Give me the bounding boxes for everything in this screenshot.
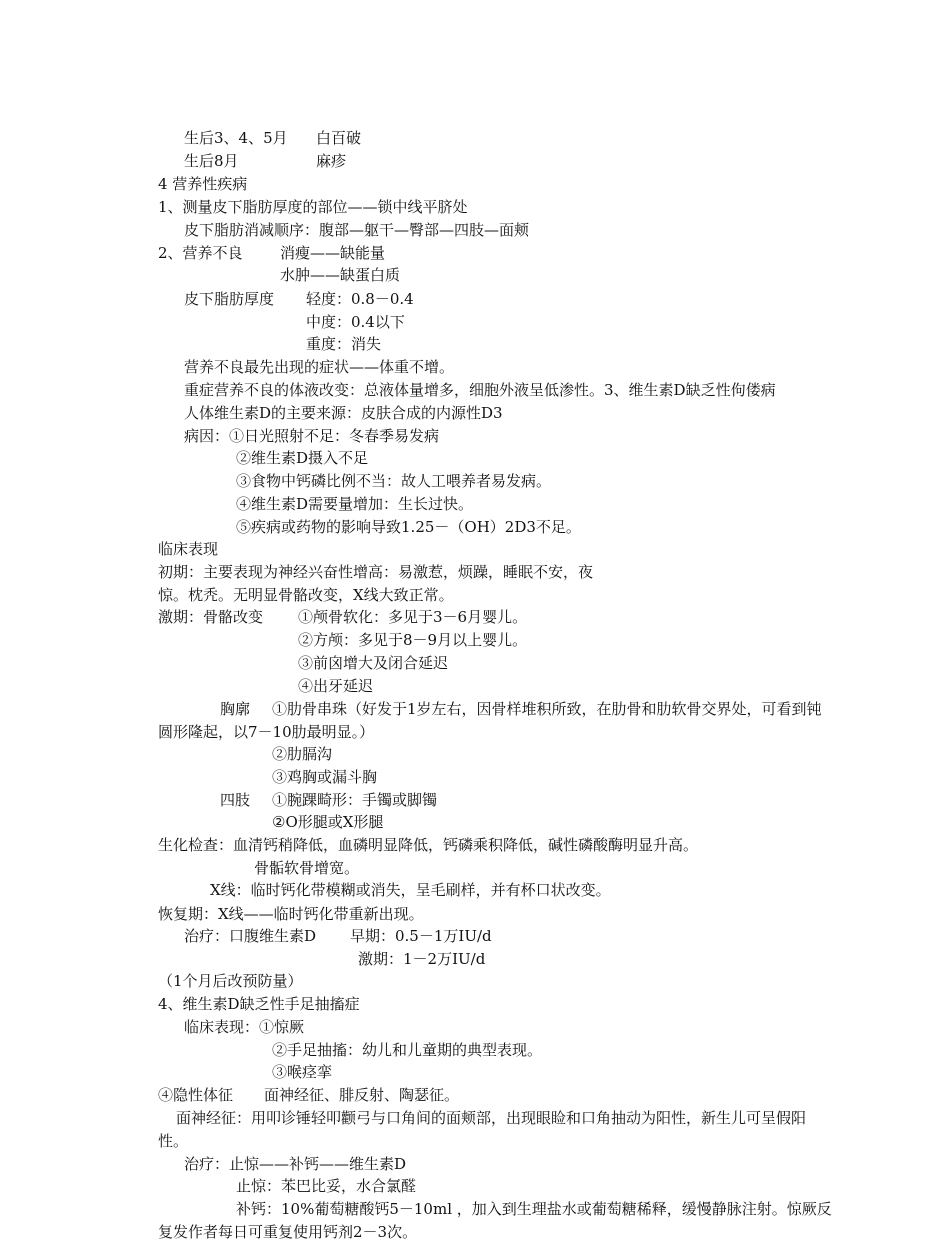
text-line: 重度：消失 bbox=[306, 335, 382, 353]
text-line: ②肋膈沟 bbox=[272, 745, 333, 763]
text-line: X线：临时钙化带模糊或消失，呈毛刷样，并有杯口状改变。 bbox=[210, 881, 611, 899]
text-line: 病因：①日光照射不足：冬春季易发病 bbox=[184, 427, 440, 445]
text-line: 初期：主要表现为神经兴奋性增高：易激惹，烦躁，睡眠不安，夜 bbox=[158, 563, 594, 581]
text-line: 1、测量皮下脂肪厚度的部位——锁中线平脐处 bbox=[158, 198, 468, 216]
text-line: ④出牙延迟 bbox=[298, 677, 374, 695]
text-line: ③食物中钙磷比例不当：故人工喂养者易发病。 bbox=[236, 472, 552, 490]
text-line: ④维生素D需要量增加：生长过快。 bbox=[236, 495, 474, 513]
text-line: 激期：骨骼改变 ①颅骨软化：多见于3－6月婴儿。 bbox=[158, 608, 528, 626]
text-line: 水肿——缺蛋白质 bbox=[280, 266, 401, 284]
text-line: 治疗：止惊——补钙——维生素D bbox=[184, 1155, 407, 1173]
text-line: 2、营养不良 消瘦——缺能量 bbox=[158, 244, 386, 262]
text-line: 恢复期：X线——临时钙化带重新出现。 bbox=[158, 905, 424, 923]
text-line: 皮下脂肪消减顺序：腹部—躯干—臀部—四肢—面颊 bbox=[184, 221, 530, 239]
text-line: 皮下脂肪厚度 轻度：0.8－0.4 bbox=[184, 290, 414, 308]
vaccine-row-8-months: 生后8月 麻疹 bbox=[184, 152, 347, 170]
text-line: （1个月后改预防量） bbox=[158, 972, 303, 990]
text-line: ③喉痉挛 bbox=[272, 1063, 333, 1081]
text-line: 性。 bbox=[158, 1132, 189, 1150]
section-heading-clinical: 临床表现 bbox=[158, 540, 219, 558]
text-line: 治疗：口腹维生素D 早期：0.5－1万IU/d bbox=[184, 927, 492, 945]
section-heading-tetany: 4、维生素D缺乏性手足抽搐症 bbox=[158, 995, 360, 1013]
vaccine-row-3-4-5-months: 生后3、4、5月 白百破 bbox=[184, 129, 362, 147]
text-line: 止惊：苯巴比妥，水合氯醛 bbox=[236, 1177, 417, 1195]
text-line: 胸廓 ①肋骨串珠（好发于1岁左右，因骨样堆积所致，在肋骨和肋软骨交界处，可看到钝 bbox=[220, 700, 822, 718]
text-line: 中度：0.4以下 bbox=[306, 313, 405, 331]
text-line: 面神经征：用叩诊锤轻叩颧弓与口角间的面颊部，出现眼睑和口角抽动为阳性，新生儿可呈假阳 bbox=[176, 1109, 807, 1127]
text-line: ③前囟增大及闭合延迟 bbox=[298, 654, 449, 672]
text-line: 骨骺软骨增宽。 bbox=[254, 859, 360, 877]
text-line: ④隐性体征 面神经征、腓反射、陶瑟征。 bbox=[158, 1086, 460, 1104]
text-line: 四肢 ①腕踝畸形：手镯或脚镯 bbox=[220, 791, 438, 809]
text-line: 重症营养不良的体液改变：总液体量增多，细胞外液呈低渗性。3、维生素D缺乏性佝偻病 bbox=[184, 381, 776, 399]
text-line: ②方颅：多见于8－9月以上婴儿。 bbox=[298, 631, 528, 649]
text-line: ⑤疾病或药物的影响导致1.25－（OH）2D3不足。 bbox=[236, 518, 581, 536]
text-line: ②维生素D摄入不足 bbox=[236, 449, 369, 467]
text-line: 圆形隆起，以7－10肋最明显。） bbox=[158, 723, 375, 741]
text-line: 营养不良最先出现的症状——体重不增。 bbox=[184, 358, 455, 376]
text-line: 生化检查：血清钙稍降低，血磷明显降低，钙磷乘积降低，碱性磷酸酶明显升高。 bbox=[158, 836, 699, 854]
text-line: 复发作者每日可重复使用钙剂2－3次。 bbox=[158, 1223, 418, 1241]
text-line: 补钙：10%葡萄糖酸钙5－10ml ，加入到生理盐水或葡萄糖稀释，缓慢静脉注射。惊厥反 bbox=[236, 1200, 832, 1218]
text-line: ③鸡胸或漏斗胸 bbox=[272, 768, 378, 786]
text-line: 惊。枕秃。无明显骨骼改变，X线大致正常。 bbox=[158, 586, 454, 604]
text-line: ②手足抽搐：幼儿和儿童期的典型表现。 bbox=[272, 1041, 543, 1059]
text-line: 人体维生素D的主要来源：皮肤合成的内源性D3 bbox=[184, 404, 503, 422]
text-line: 激期：1－2万IU/d bbox=[358, 950, 486, 968]
section-heading-nutritional-diseases: 4 营养性疾病 bbox=[158, 175, 248, 193]
text-line: 临床表现：①惊厥 bbox=[184, 1018, 305, 1036]
text-line: ②O形腿或X形腿 bbox=[272, 813, 384, 831]
